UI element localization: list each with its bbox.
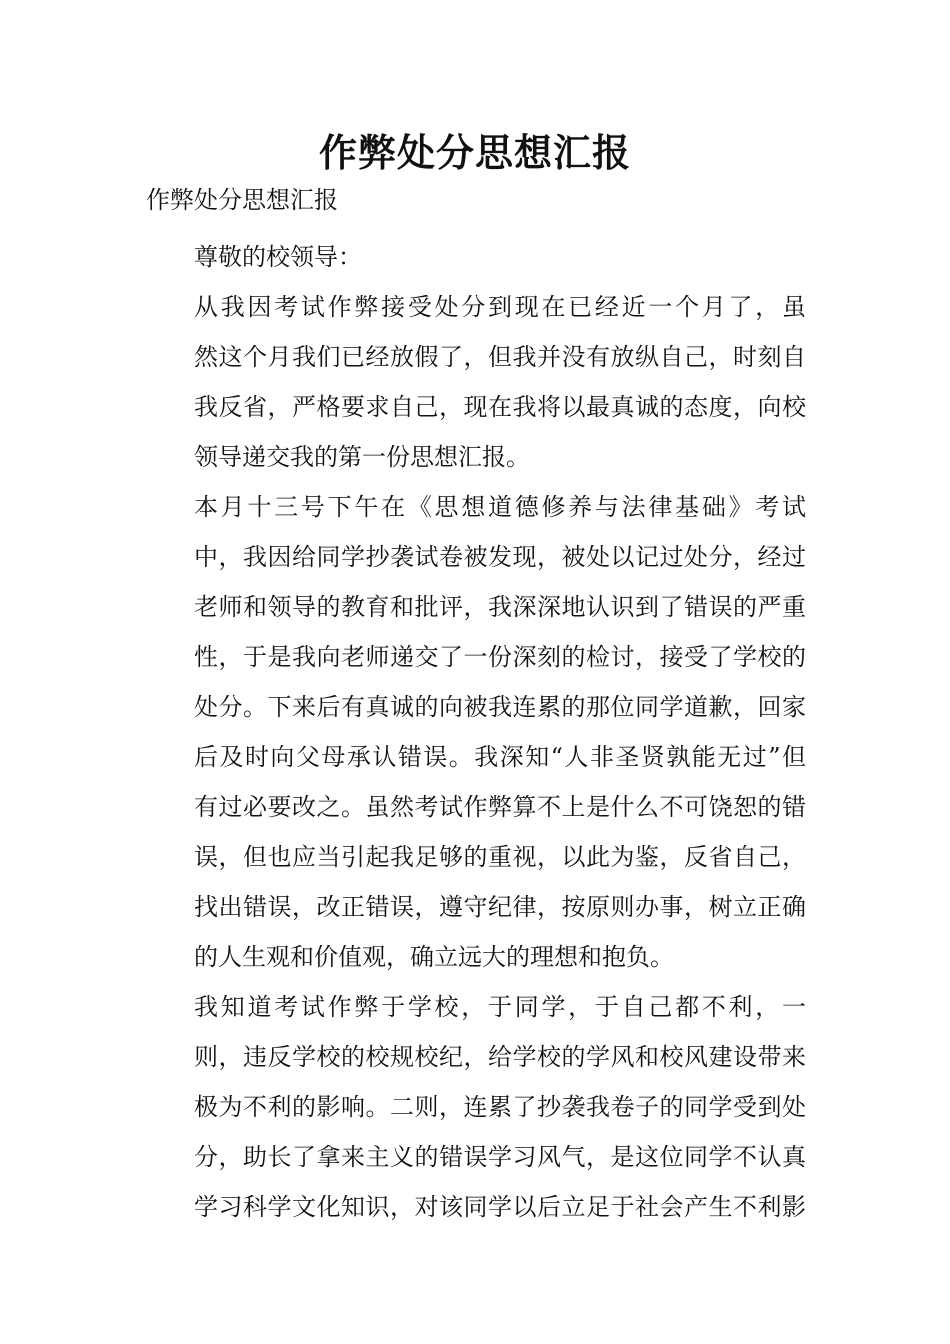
salutation: 尊敬的校领导： xyxy=(194,243,362,271)
paragraph-line: 分，助长了拿来主义的错误学习风气，是这位同学不认真 xyxy=(194,1143,806,1171)
paragraph-line: 老师和领导的教育和批评，我深深地认识到了错误的严重 xyxy=(194,593,806,621)
document-body xyxy=(146,232,806,1232)
paragraph-line: 中，我因给同学抄袭试卷被发现，被处以记过处分，经过 xyxy=(194,543,806,571)
paragraph-line: 学习科学文化知识，对该同学以后立足于社会产生不利影 xyxy=(194,1193,806,1221)
paragraph-line: 从我因考试作弊接受处分到现在已经近一个月了，虽 xyxy=(194,293,806,321)
paragraph-1 xyxy=(146,282,806,482)
paragraph-line: 有过必要改之。虽然考试作弊算不上是什么不可饶恕的错 xyxy=(194,793,806,821)
document-subtitle: 作弊处分思想汇报 xyxy=(146,186,338,214)
paragraph-line: 极为不利的影响。二则，连累了抄袭我卷子的同学受到处 xyxy=(194,1093,806,1121)
paragraph-2 xyxy=(146,482,806,982)
paragraph-line: 我反省，严格要求自己，现在我将以最真诚的态度，向校 xyxy=(194,393,806,421)
paragraph-line: 的人生观和价值观，确立远大的理想和抱负。 xyxy=(194,943,674,971)
paragraph-line: 误，但也应当引起我足够的重视，以此为鉴，反省自己， xyxy=(194,843,806,871)
paragraph-line: 我知道考试作弊于学校，于同学，于自己都不利，一 xyxy=(194,993,806,1021)
paragraph-line: 领导递交我的第一份思想汇报。 xyxy=(194,443,530,471)
paragraph-line: 处分。下来后有真诚的向被我连累的那位同学道歉，回家 xyxy=(194,693,806,721)
paragraph-line: 后及时向父母承认错误。我深知“人非圣贤孰能无过”但 xyxy=(194,743,806,771)
paragraph-line: 然这个月我们已经放假了，但我并没有放纵自己，时刻自 xyxy=(194,343,806,371)
paragraph-line: 找出错误，改正错误，遵守纪律，按原则办事，树立正确 xyxy=(194,893,806,921)
paragraph-line: 性，于是我向老师递交了一份深刻的检讨，接受了学校的 xyxy=(194,643,806,671)
paragraph-3 xyxy=(146,982,806,1232)
document-title: 作弊处分思想汇报 xyxy=(318,130,631,175)
paragraph-line: 则，违反学校的校规校纪，给学校的学风和校风建设带来 xyxy=(194,1043,806,1071)
paragraph-line: 本月十三号下午在《思想道德修养与法律基础》考试 xyxy=(194,493,806,521)
